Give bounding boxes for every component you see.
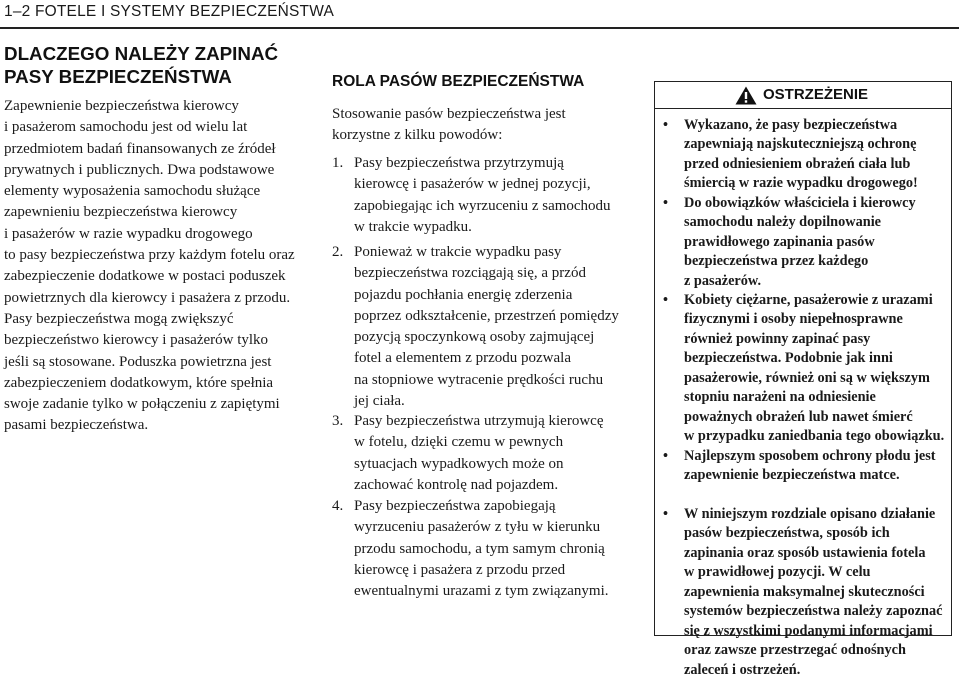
warning-line: systemów bezpieczeństwa należy zapoznać	[684, 603, 943, 620]
list-item-line: Pasy bezpieczeństwa przytrzymują	[354, 155, 564, 171]
body-line: zabezpieczeniem dodatkowym, które spełnia	[4, 374, 274, 391]
list-item-number: 2.	[332, 244, 344, 260]
list-item-line: zapobiegając ich wyrzuceniu z samochodu	[354, 197, 611, 214]
list-item-number: 3.	[332, 413, 344, 429]
body-line: powietrznych dla kierowcy i pasażera z przodu.	[4, 289, 291, 306]
list-item-line: w trakcie wypadku.	[354, 218, 472, 235]
warning-item-text	[684, 116, 918, 194]
intro-line: Stosowanie pasów bezpieczeństwa jest	[332, 106, 566, 122]
list-item-line: pojazdu pochłania energię zderzenia	[354, 286, 573, 303]
list-item-text	[354, 242, 619, 412]
list-item-number: 4.	[332, 498, 344, 514]
warning-line: bezpieczeństwa przez każdego	[684, 253, 869, 270]
body-line: zapewnieniu bezpieczeństwa kierowcy	[4, 204, 238, 221]
intro-line: korzystne z kilku powodów:	[332, 127, 503, 144]
list-item-number: 1.	[332, 155, 344, 171]
list-item-line: wyrzuceniu pasażerów z tyłu w kierunku	[354, 519, 601, 536]
warning-line: pasów bezpieczeństwa, sposób ich	[684, 525, 890, 542]
warning-line: Wykazano, że pasy bezpieczeństwa	[684, 117, 898, 133]
list-item-text	[354, 496, 609, 602]
list-item-line: kierowcę i pasażera z przodu przed	[354, 561, 566, 578]
warning-line: bezpieczeństwa. Podobnie jak inni	[684, 350, 893, 367]
warning-line: również powinny zapinać pasy	[684, 330, 871, 347]
warning-line: w przypadku zaniedbania tego obowiązku.	[684, 428, 945, 445]
list-item-text	[354, 153, 611, 238]
body-line: zabezpieczenie dodatkowe w postaci poduszek	[4, 268, 286, 285]
warning-line: zaleceń i ostrzeżeń.	[684, 661, 801, 678]
list-item-line: zachować kontrolę nad pojazdem.	[354, 476, 559, 493]
list-item-line: kierowcę i pasażerów w jednej pozycji,	[354, 176, 591, 193]
list-item-line: poprzez odkształcenie, przestrzeń pomiędzy	[354, 307, 619, 324]
body-line: bezpieczeństwo kierowcy i pasażerów tylko	[4, 332, 269, 349]
warning-line: prawidłowego zapinania pasów	[684, 233, 875, 250]
warning-line: zapewnienie bezpieczeństwa matce.	[684, 467, 900, 484]
body-line: to pasy bezpieczeństwa przy każdym fotelu oraz	[4, 247, 295, 264]
warning-header	[655, 82, 951, 109]
warning-line: Najlepszym sposobem ochrony płodu jest	[684, 448, 936, 464]
body-line: prywatnych i publicznych. Dwa podstawowe	[4, 161, 275, 178]
list-item-line: sytuacjach wypadkowych może on	[354, 455, 564, 472]
list-item-line: na stopniowe wytracenie prędkości ruchu	[354, 371, 604, 388]
list-item-line: Pasy bezpieczeństwa zapobiegają	[354, 498, 556, 514]
warning-line: oraz zawsze przestrzegać odnośnych	[684, 642, 906, 659]
bullet-icon: •	[663, 195, 669, 211]
section-body-why-buckle	[4, 96, 304, 437]
warning-line: w prawidłowej pozycji. W celu	[684, 564, 871, 581]
header-divider	[0, 27, 959, 29]
warning-line: z pasażerów.	[684, 272, 762, 289]
warning-line: przed odniesieniem obrażeń ciała lub	[684, 155, 911, 172]
bullet-icon: •	[663, 117, 669, 133]
list-item-line: ewentualnymi urazami z tym związanymi.	[354, 583, 609, 600]
body-line: przedmiotem badań finansowanych ze źródeł	[4, 140, 276, 157]
title-line: DLACZEGO NALEŻY ZAPINAĆ	[4, 43, 279, 64]
body-line: Pasy bezpieczeństwa mogą zwiększyć	[4, 310, 234, 327]
list-item-line: fotel a elementem z przodu pozwala	[354, 350, 571, 367]
body-line: jeśli są stosowane. Poduszka powietrzna jest	[4, 353, 272, 370]
list-item-line: bezpieczeństwa rozciągają się, a przód	[354, 265, 586, 282]
title-line: PASY BEZPIECZEŃSTWA	[4, 66, 232, 87]
list-item-line: przodu samochodu, a tym samym chronią	[354, 540, 605, 557]
list-item-line: pozycją spoczynkową osoby zajmującej	[354, 329, 595, 346]
warning-line: śmiercią w razie wypadku drogowego!	[684, 175, 918, 192]
bullet-icon: •	[663, 506, 669, 522]
body-line: Zapewnienie bezpieczeństwa kierowcy	[4, 98, 239, 114]
warning-line: poważnych obrażeń lub nawet śmierć	[684, 408, 913, 425]
bullet-icon: •	[663, 292, 669, 308]
warning-item-text	[684, 505, 942, 680]
warning-triangle-icon	[735, 86, 757, 105]
body-line: i pasażerów w razie wypadku drogowego	[4, 225, 253, 242]
bullet-icon: •	[663, 448, 669, 464]
list-item-text	[354, 411, 603, 496]
warning-item-text	[684, 291, 944, 447]
list-item-line: Pasy bezpieczeństwa utrzymują kierowcę	[354, 413, 604, 429]
warning-line: fizycznymi i osoby niepełnosprawne	[684, 311, 903, 328]
warning-line: Do obowiązków właściciela i kierowcy	[684, 195, 916, 211]
warning-line: pasażerowie, również oni są w większym	[684, 369, 930, 386]
warning-box	[654, 81, 952, 678]
warning-line: stopniu narażeni na odniesienie	[684, 389, 876, 406]
section-title-why-buckle	[4, 42, 314, 88]
page-header: 1–2 FOTELE I SYSTEMY BEZPIECZEŃSTWA	[4, 3, 334, 20]
body-line: pasami bezpieczeństwa.	[4, 417, 149, 434]
section-title-role-of-belts: ROLA PASÓW BEZPIECZEŃSTWA	[332, 73, 585, 90]
list-item-line: jej ciała.	[354, 393, 405, 410]
warning-item-text	[684, 447, 936, 486]
warning-line: zapewniają najskuteczniejszą ochronę	[684, 136, 917, 153]
body-line: elementy wyposażenia samochodu służące	[4, 183, 261, 200]
body-line: swoje zadanie tylko w połączeniu z zapiętymi	[4, 396, 280, 413]
warning-title: OSTRZEŻENIE	[763, 86, 869, 103]
warning-item-text	[684, 194, 916, 291]
section-intro-role-of-belts	[332, 104, 566, 147]
warning-line: zapewnienia maksymalnej skuteczności	[684, 583, 925, 600]
body-line: i pasażerom samochodu jest od wielu lat	[4, 119, 248, 136]
list-item-line: w fotelu, dzięki czemu w pewnych	[354, 434, 564, 451]
warning-line: samochodu należy dopilnowanie	[684, 214, 882, 231]
warning-line: zapinania oraz sposób ustawienia fotela	[684, 544, 926, 561]
warning-line: się z wszystkimi podanymi informacjami	[684, 622, 933, 639]
warning-line: Kobiety ciężarne, pasażerowie z urazami	[684, 292, 933, 308]
list-item-line: Ponieważ w trakcie wypadku pasy	[354, 244, 562, 260]
warning-line: W niniejszym rozdziale opisano działanie	[684, 506, 936, 522]
